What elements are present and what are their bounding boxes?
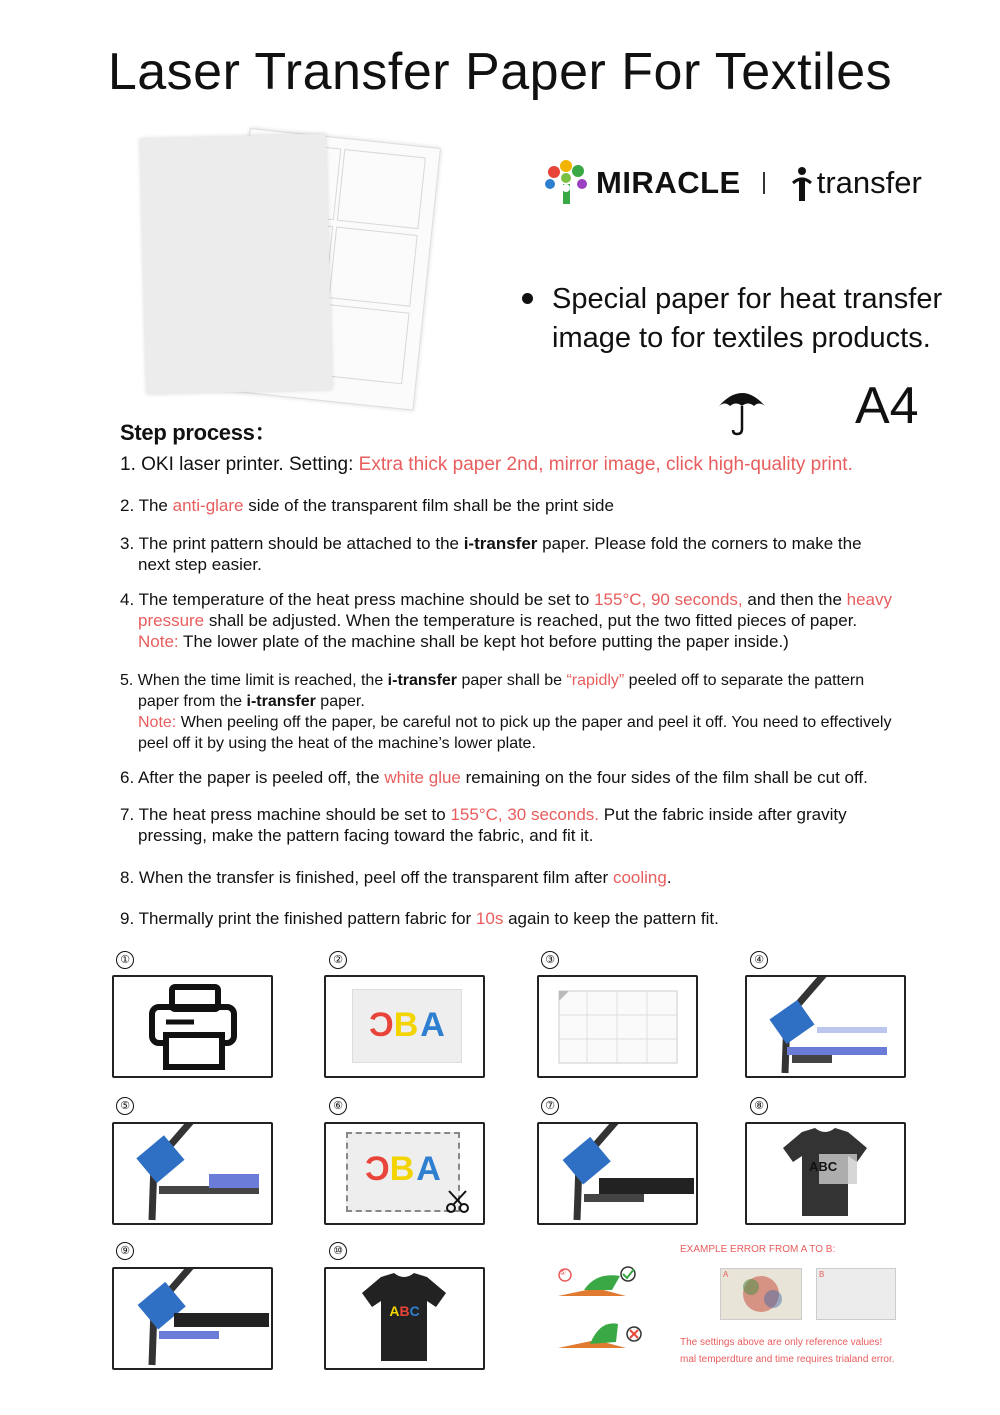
step-5: 5. When the time limit is reached, the i-transfer paper shall be “rapidly” peeled off to separate the pattern paper from the i-transfer paper. Note: When peeling off the paper, be careful not to pick up the paper and peel it off. You need to effectively peel off it by using the heat of the machine’s lower plate. — [120, 672, 892, 752]
i-transfer-logo-icon — [787, 163, 817, 203]
bullet-dot — [522, 293, 533, 304]
error-note-line: mal temperdture and time requires trialand error. — [680, 1354, 895, 1365]
step-heading: Step process： — [120, 420, 277, 445]
figure-number: ⑧ — [750, 1097, 768, 1115]
correct-peel-icon — [556, 1266, 646, 1300]
heat-press-icon — [114, 1269, 271, 1368]
pattern-image-icon — [721, 1269, 801, 1319]
step-2: 2. The anti-glare side of the transparent film shall be the print side — [120, 496, 614, 515]
figure-tshirt-peel — [745, 1122, 906, 1225]
figure-heat-press-peel — [112, 1122, 273, 1225]
figure-number: ⑤ — [116, 1097, 134, 1115]
error-example-title: EXAMPLE ERROR FROM A TO B: — [680, 1244, 836, 1255]
error-wrong-example — [556, 1318, 646, 1357]
error-label-a: A — [723, 1270, 729, 1279]
step-7: 7. The heat press machine should be set to 155°C, 30 seconds. Put the fabric inside after gravity pressing, make the pattern facing toward the fabric, and fit it. — [120, 805, 847, 845]
error-label-b: B — [819, 1270, 825, 1279]
figure-cut-glue — [324, 1122, 485, 1225]
figure-heat-press-fabric — [537, 1122, 698, 1225]
paper-size-label: A4 — [855, 377, 919, 435]
wrong-peel-icon — [556, 1318, 646, 1352]
step-8: 8. When the transfer is finished, peel off the transparent film after cooling. — [120, 868, 672, 887]
figure-number: ④ — [750, 951, 768, 969]
figure-number: ⑨ — [116, 1242, 134, 1260]
figure-number: ② — [329, 951, 347, 969]
error-image-a — [720, 1268, 802, 1320]
step-9: 9. Thermally print the finished pattern fabric for 10s again to keep the pattern fit. — [120, 909, 719, 928]
error-note-line: The settings above are only reference values! — [680, 1337, 883, 1348]
figure-number: ⑩ — [329, 1242, 347, 1260]
figure-mirrored-print — [324, 975, 485, 1078]
grid-sheet-image — [539, 977, 696, 1076]
figure-printer — [112, 975, 273, 1078]
figure-number: ⑦ — [541, 1097, 559, 1115]
error-correct-example — [556, 1266, 646, 1305]
figure-heat-press-final — [112, 1267, 273, 1370]
figure-transfer-sheet — [537, 975, 698, 1078]
figure-finished-tshirt — [324, 1267, 485, 1370]
heat-press-icon — [114, 1124, 271, 1223]
heat-press-icon — [539, 1124, 696, 1223]
step-4: 4. The temperature of the heat press machine should be set to 155°C, 90 seconds, and then the heavy pressure shall be adjusted. When the temperature is reached, put the two fitted pieces of paper. Note: The lower plate of the machine shall be kept hot before putting the paper inside.) — [120, 590, 893, 651]
step-6: 6. After the paper is peeled off, the white glue remaining on the four sides of the film shall be cut off. — [120, 768, 868, 787]
feature-text: Special paper for heat transfer image to for textiles products. — [552, 283, 943, 354]
logo-divider — [763, 172, 765, 194]
error-image-b — [816, 1268, 896, 1320]
figure-number: ③ — [541, 951, 559, 969]
mirrored-abc-text: CBA — [367, 1006, 447, 1044]
feature-bullet — [522, 280, 962, 358]
figure-number: ① — [116, 951, 134, 969]
cut-sheet — [346, 1132, 460, 1212]
heat-press-icon — [747, 977, 904, 1076]
figure-number: ⑥ — [329, 1097, 347, 1115]
miracle-tree-logo-icon — [540, 158, 596, 208]
brand-logos — [540, 158, 960, 208]
printer-icon — [114, 977, 271, 1076]
brand-transfer: transfer — [816, 165, 922, 200]
step-3: 3. The print pattern should be attached to the i-transfer paper. Please fold the corners to make the next step easier. — [120, 534, 862, 574]
error-note — [680, 1334, 895, 1368]
page-title: Laser Transfer Paper For Textiles — [107, 43, 893, 101]
umbrella-icon — [716, 384, 768, 436]
transfer-sheet-front — [140, 134, 333, 395]
scissors-icon — [444, 1188, 472, 1216]
figure-heat-press-open — [745, 975, 906, 1078]
step-1: 1. OKI laser printer. Setting: Extra thick paper 2nd, mirror image, click high-quality print. — [120, 454, 853, 475]
mirror-print-sheet — [352, 989, 462, 1063]
brand-miracle: MIRACLE — [596, 165, 741, 200]
mirrored-abc-text: CBA — [363, 1150, 443, 1188]
abc-text: ABC — [809, 1159, 838, 1174]
finished-abc-text: ABC — [389, 1303, 420, 1319]
step-ref: ⑤ — [559, 1268, 567, 1277]
